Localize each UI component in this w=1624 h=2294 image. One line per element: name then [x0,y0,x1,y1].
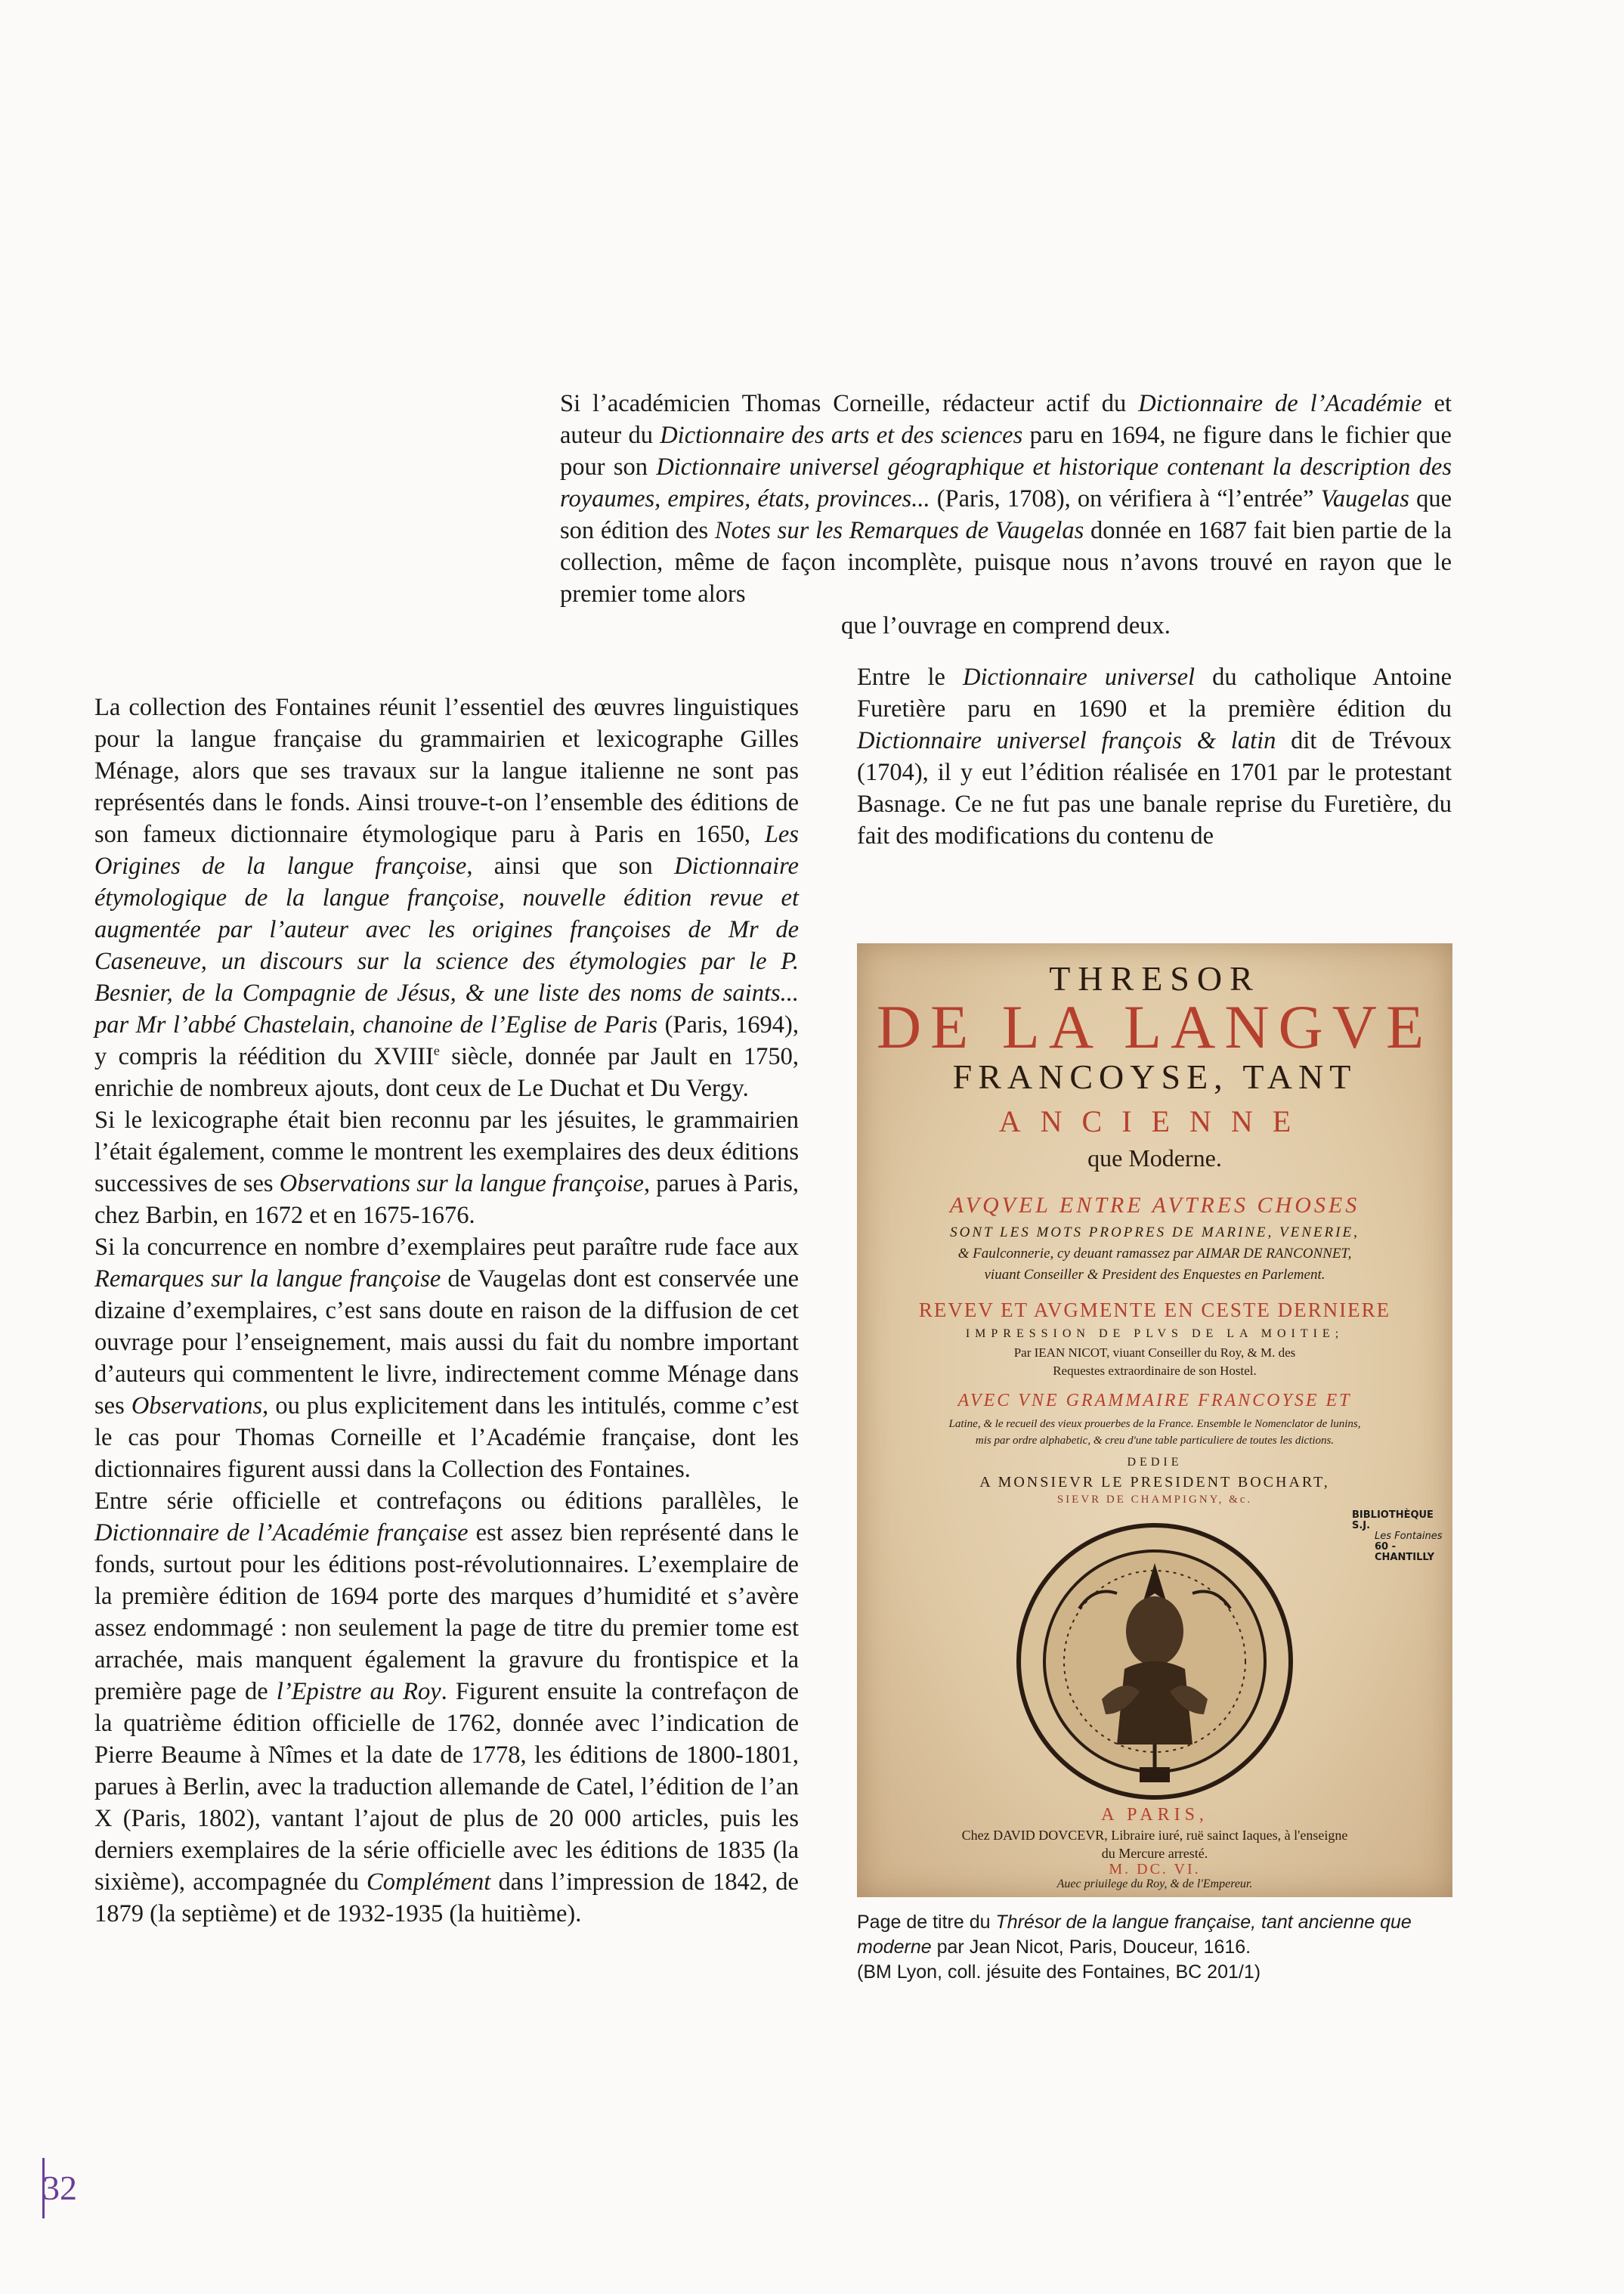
top-paragraph [560,388,1452,642]
title-line: du Mercure arresté. [1101,1846,1208,1861]
title-line: FRANCOYSE, TANT [952,1057,1357,1096]
title-line: Auec priuilege du Roy, & de l'Empereur. [1056,1878,1253,1890]
title-line: mis par ordre alphabetic, & creu d'une table particuliere de toutes les dictions. [975,1435,1335,1447]
title-line: AVQVEL ENTRE AVTRES CHOSES [949,1193,1360,1218]
title-line: ANCIENNE [998,1104,1311,1138]
title-line: & Faulconnerie, cy deuant ramassez par AIMAR DE RANCONNET, [957,1246,1352,1262]
title-line: Chez DAVID DOVCEVR, Libraire iuré, ruë sainct Iaques, à l'enseigne [961,1828,1348,1843]
title-line: THRESOR [1049,959,1261,998]
figure-caption [857,1910,1462,1985]
title-line: que Moderne. [1087,1144,1222,1172]
right-column [857,661,1452,852]
title-line: SONT LES MOTS PROPRES DE MARINE, VENERIE, [950,1224,1360,1240]
title-line: DE LA LANGVE [876,992,1434,1061]
title-line: SIEVR DE CHAMPIGNY, &c. [1056,1494,1253,1506]
title-line: Requestes extraordinaire de son Hostel. [1053,1364,1257,1378]
paragraph-academie: Entre série officielle et contrefaçons ou éditions parallèles, le Dictionnaire de l’Académie française est assez bien représenté dans le fonds, surtout pour les éditions post-révolutionnaires. L’exemplaire de la première édition de 1694 porte des marques d’humidité et s’avère assez endommagé : non seulement la page de titre du premier tome est arrachée, mais manquent également la gravure du frontispice et la première page de l’Epistre au Roy. Figurent ensuite la contrefaçon de la quatrième édition officielle de 1762, donnée avec l’indication de Pierre Beaume à Nîmes et la date de 1778, les éditions de 1800-1801, parues à Berlin, avec la traduction allemande de Catel, l’édition de l’an X (Paris, 1802), vantant l’ajout de plus de 20 000 articles, puis les derniers exemplaires de la série officielle avec les éditions de 1835 (la sixième), accompagnée du Complément dans l’impression de 1842, de 1879 (la septième) et de 1932-1935 (la huitième). [94,1488,799,1927]
title-line: viuant Conseiller & President des Enquestes en Parlement. [984,1267,1325,1283]
caption-line-1: Page de titre du Thrésor de la langue française, tant ancienne que moderne par Jean Nicot, Paris, Douceur, 1616. [857,1912,1412,1958]
title-line: IMPRESSION DE PLVS DE LA MOITIE; [965,1327,1344,1340]
title-line: Latine, & le recueil des vieux prouerbes de la France. Ensemble le Nomenclator de lunins, [948,1418,1361,1430]
paragraph-vaugelas: Si la concurrence en nombre d’exemplaires peut paraître rude face aux Remarques sur la langue françoise de Vaugelas dont est conservée une dizaine d’exemplaires, c’est sans doute en raison de la diffusion de cet ouvrage pour l’enseignement, mais aussi du fait du nombre important d’auteurs qui commentent le livre, indirectement comme Ménage dans ses Observations, ou plus explicitement dans les intitulés, comme c’est le cas pour Thomas Corneille et l’Académie française, dont les dictionnaires figurent aussi dans la Collection des Fontaines. [94,1234,799,1483]
caption-line-2: (BM Lyon, coll. jésuite des Fontaines, BC 201/1) [857,1961,1261,1983]
printer-mark-emblem [1011,1518,1298,1805]
paragraph-observations: Si le lexicographe était bien reconnu par les jésuites, le grammairien l’était également, comme le montrent les exemplaires des deux éditions successives de ses Observations sur la langue françoise, parues à Paris, chez Barbin, en 1672 et en 1675-1676. [94,1107,799,1229]
paragraph-menage: La collection des Fontaines réunit l’essentiel des œuvres linguistiques pour la langue française du grammairien et lexicographe Gilles Ménage, alors que ses travaux sur la langue italienne ne sont pas représentés dans le fonds. Ainsi trouve-t-on l’ensemble des éditions de son fameux dictionnaire étymologique paru à Paris en 1650, Les Origines de la langue françoise, ainsi que son Dictionnaire étymologique de la langue françoise, nouvelle édition revue et augmentée par l’auteur avec les origines françoises de Mr de Caseneuve, un discours sur la science des étymologies par le P. Besnier, de la Compagnie de Jésus, & une liste des noms de saints... par Mr l’abbé Chastelain, chanoine de l’Eglise de Paris (Paris, 1694), y compris la réédition du XVIIIe siècle, donnée par Jault en 1750, enrichie de nombreux ajouts, dont ceux de Le Duchat et Du Vergy. [94,694,799,1102]
top-paragraph-text: Si l’académicien Thomas Corneille, rédacteur actif du Dictionnaire de l’Académie et auteur du Dictionnaire des arts et des sciences paru en 1694, ne figure dans le fichier que pour son Dictionnaire universel géographique et historique contenant la description des royaumes, empires, états, provinces... (Paris, 1708), on vérifiera à “l’entrée” Vaugelas que son édition des Notes sur les Remarques de Vaugelas donnée en 1687 fait bien partie de la collection, même de façon incomplète, puisque nous n’avons trouvé en rayon que le premier tome alors que l’ouvrage en comprend deux. [560,388,1452,642]
top-paragraph-tail: que l’ouvrage en comprend deux. [841,612,1171,639]
left-column [94,692,799,1930]
title-line: A MONSIEVR LE PRESIDENT BOCHART, [979,1474,1330,1491]
page-number: 32 [42,2169,77,2207]
title-line: AVEC VNE GRAMMAIRE FRANCOYSE ET [957,1391,1352,1410]
title-line: REVEV ET AVGMENTE EN CESTE DERNIERE [918,1299,1391,1321]
title-line: DEDIE [1127,1456,1183,1469]
library-stamp: BIBLIOTHÈQUE S.J. Les Fontaines 60 - CHANTILLY [1352,1509,1443,1563]
paragraph-furetiere: Entre le Dictionnaire universel du catholique Antoine Furetière paru en 1690 et la première édition du Dictionnaire universel françois & latin dit de Trévoux (1704), il y eut l’édition réalisée en 1701 par le protestant Basnage. Ce ne fut pas une banale reprise du Furetière, du fait des modifications du contenu de [857,664,1452,850]
title-line: Par IEAN NICOT, viuant Conseiller du Roy, & M. des [1013,1345,1296,1360]
title-line: M. DC. VI. [1109,1861,1201,1878]
title-page-image [857,943,1452,1897]
title-line: A PARIS, [1101,1805,1208,1825]
